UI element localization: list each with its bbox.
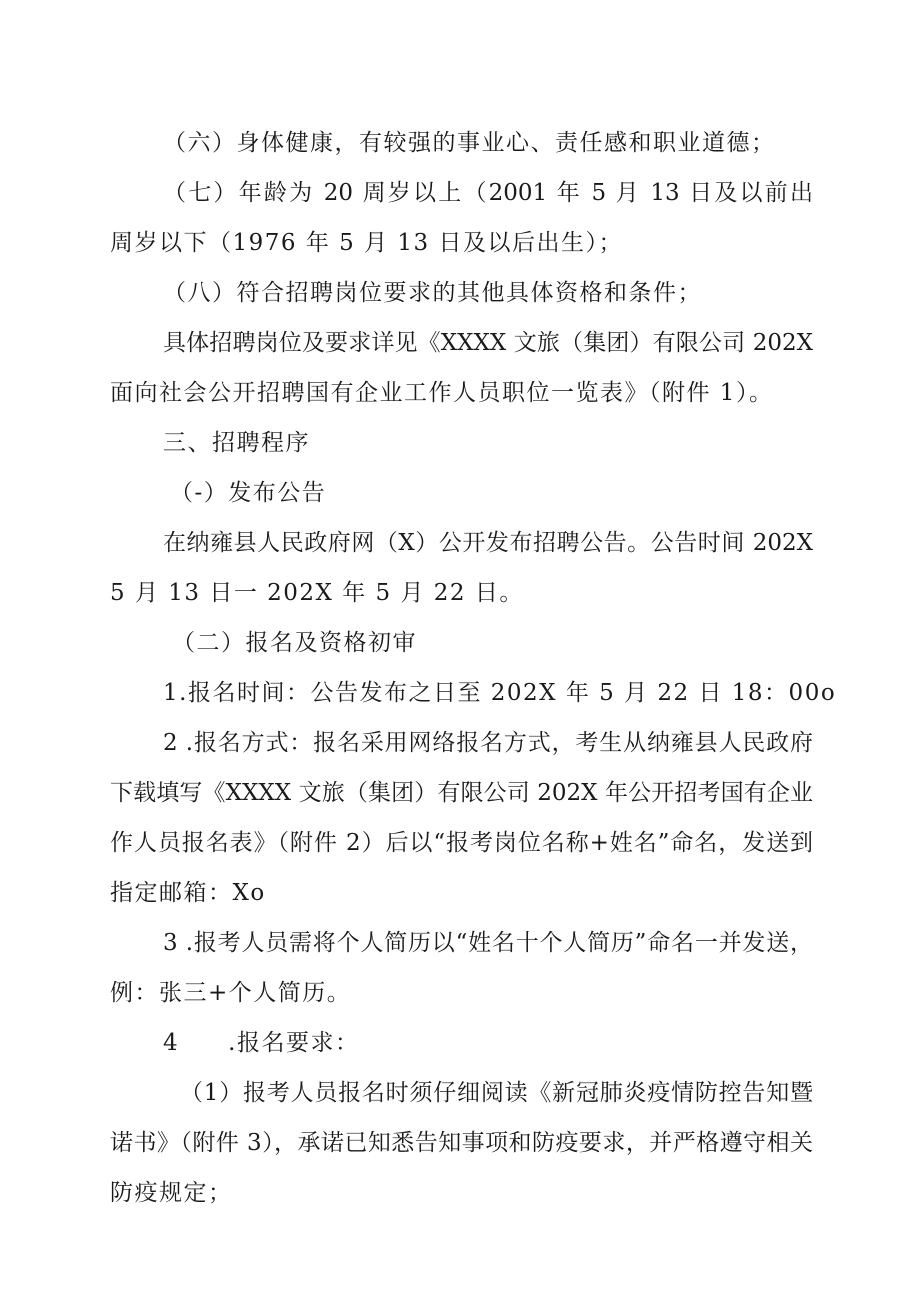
paragraph-line: 2 .报名方式：报名采用网络报名方式，考生从纳雍县人民政府 (163, 730, 813, 756)
paragraph-line: 具体招聘岗位及要求详见《XXXX 文旅（集团）有限公司 202X (163, 330, 813, 356)
section-heading: 三、招聘程序 (163, 430, 310, 456)
subsection-heading: （-）发布公告 (170, 480, 327, 506)
paragraph-line: 5 月 13 日一 202X 年 5 月 22 日。 (110, 580, 524, 606)
paragraph-line: （六）身体健康，有较强的事业心、责任感和职业道德； (163, 130, 776, 156)
paragraph-line: 1.报名时间：公告发布之日至 202X 年 5 月 22 日 18：00o (163, 680, 837, 706)
paragraph-line: （七）年龄为 20 周岁以上（2001 年 5 月 13 日及以前出 (163, 180, 813, 206)
paragraph-line: 作人员报名表》（附件 2）后以“报考岗位名称+姓名”命名，发送到 (110, 830, 813, 856)
paragraph-line: 防疫规定； (110, 1180, 233, 1206)
paragraph-line: （1）报考人员报名时须仔细阅读《新冠肺炎疫情防控告知暨 (180, 1080, 813, 1106)
paragraph-line: 面向社会公开招聘国有企业工作人员职位一览表》（附件 1）。 (110, 380, 774, 406)
paragraph-line: 在纳雍县人民政府网（X）公开发布招聘公告。公告时间 202X (163, 530, 813, 556)
subsection-heading: （二）报名及资格初审 (172, 630, 417, 656)
paragraph-line: （八）符合招聘岗位要求的其他具体资格和条件； (163, 280, 702, 306)
paragraph-line: 例：张三+个人简历。 (110, 980, 352, 1006)
paragraph-line: 周岁以下（1976 年 5 月 13 日及以后出生）； (110, 230, 623, 256)
paragraph-line: 3 .报考人员需将个人简历以“姓名十个人简历”命名一并发送， (163, 930, 813, 956)
paragraph-line: 4 .报名要求： (163, 1030, 360, 1056)
paragraph-line: 诺书》（附件 3），承诺已知悉告知事项和防疫要求，并严格遵守相关 (110, 1130, 813, 1156)
paragraph-line: 指定邮箱：Xo (110, 880, 266, 906)
paragraph-line: 下载填写《XXXX 文旅（集团）有限公司 202X 年公开招考国有企业 (110, 780, 813, 806)
